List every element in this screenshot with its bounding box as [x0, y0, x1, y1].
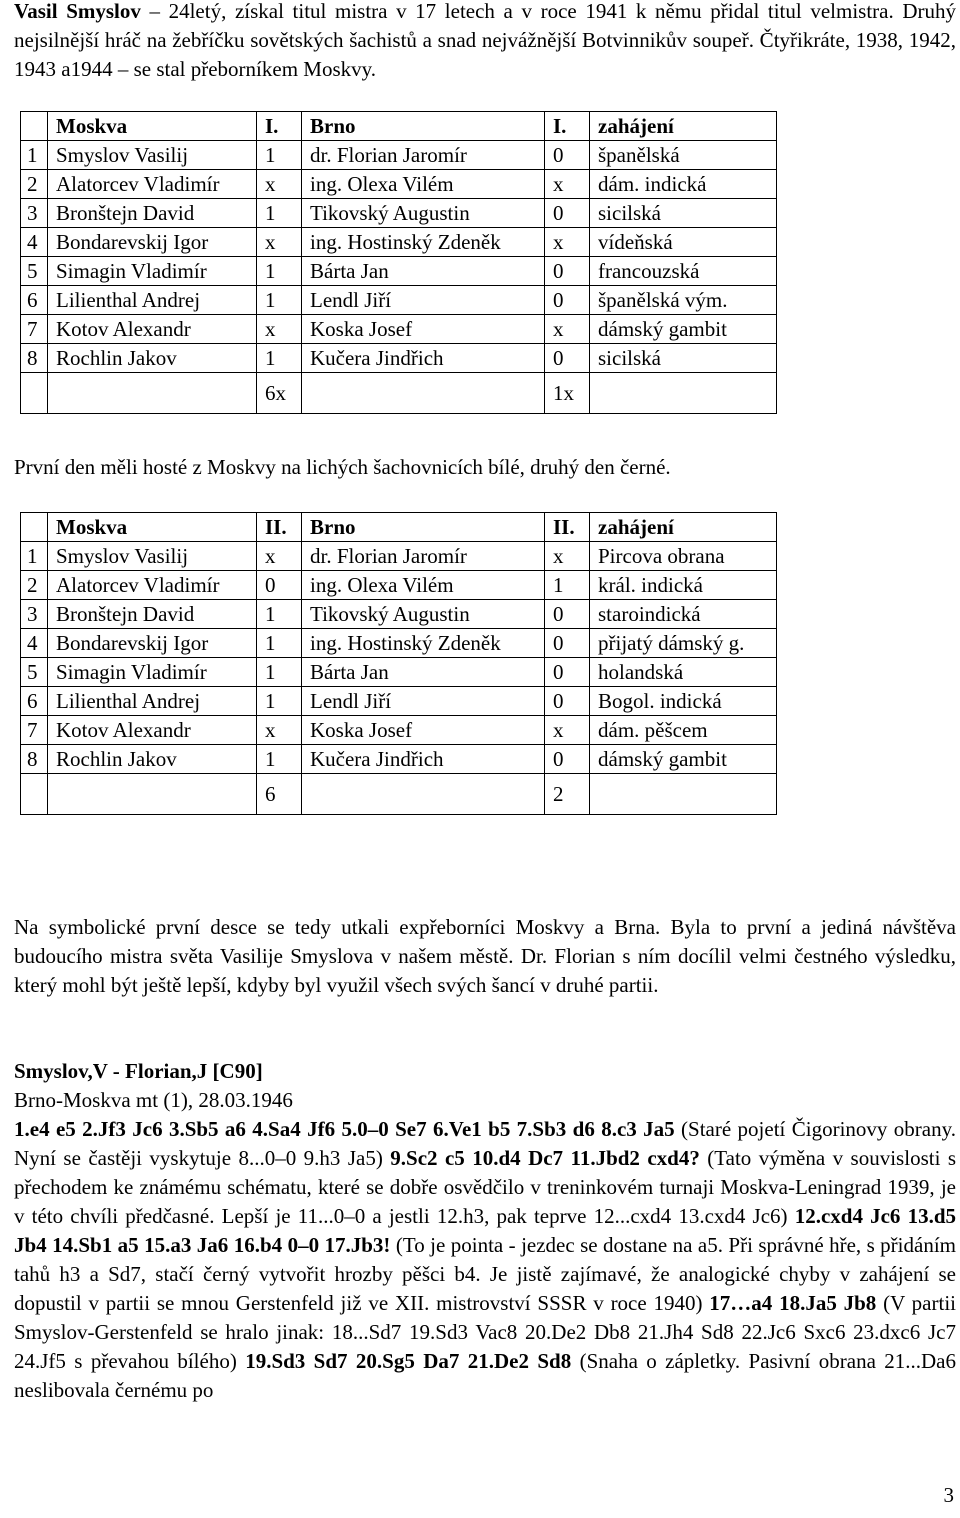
board-cell: 3 — [21, 199, 48, 228]
table-row — [21, 228, 777, 257]
total-empty-cell — [590, 774, 777, 815]
moscow-player-cell: Lilienthal Andrej — [48, 286, 257, 315]
table-row — [21, 170, 777, 199]
opening-cell: holandská — [590, 658, 777, 687]
table-row — [21, 687, 777, 716]
moscow-player-cell: Bondarevskij Igor — [48, 228, 257, 257]
opening-cell: sicilská — [590, 199, 777, 228]
move-sequence: 17…a4 18.Ja5 Jb8 — [709, 1291, 877, 1315]
opening-cell: dámský gambit — [590, 315, 777, 344]
moscow-player-cell: Bronštejn David — [48, 199, 257, 228]
round1-table — [20, 111, 777, 414]
brno-result-cell: x — [545, 315, 590, 344]
moscow-result-cell: 1 — [257, 745, 302, 774]
moscow-result-cell: x — [257, 716, 302, 745]
total-empty-cell — [48, 373, 257, 414]
intro-text: – 24letý, získal titul mistra v 17 letech a v roce 1941 k němu přidal titul velmistra. Druhý nejsilnější hráč na žebříčku sovětských šachistů a snad nejvážnější Botvinnikův soupeř. Čtyřikráte, 1938, 1942, 1943 a1944 – se stal přeborníkem Moskvy. — [14, 0, 956, 81]
summary-paragraph: Na symbolické první desce se tedy utkali expřeborníci Moskvy a Brna. Byla to první a jediná návštěva budoucího mistra světa Vasilije Smyslova v našem městě. Dr. Florian s ním docílil velmi čestného výsledku, který mohl být ještě lepší, kdyby byl využil všech svých šancí v druhé partii. — [14, 915, 956, 997]
opening-cell: vídeňská — [590, 228, 777, 257]
brno-result-cell: 0 — [545, 687, 590, 716]
brno-player-cell: Koska Josef — [302, 315, 545, 344]
moscow-player-cell: Simagin Vladimír — [48, 257, 257, 286]
board-cell: 8 — [21, 745, 48, 774]
table-row — [21, 257, 777, 286]
header-cell: Brno — [302, 513, 545, 542]
between-text: První den měli hosté z Moskvy na lichých šachovnicích bílé, druhý den černé. — [14, 455, 671, 479]
opening-cell: přijatý dámský g. — [590, 629, 777, 658]
brno-result-cell: 0 — [545, 600, 590, 629]
total-brno-cell — [302, 373, 545, 414]
total-empty-cell — [21, 373, 48, 414]
brno-result-cell: x — [545, 228, 590, 257]
brno-result-cell: 1 — [545, 571, 590, 600]
opening-cell: dám. pěšcem — [590, 716, 777, 745]
total-empty-cell: 2 — [545, 774, 590, 815]
total-empty-cell: 1x — [545, 373, 590, 414]
moscow-result-cell: 1 — [257, 600, 302, 629]
moscow-result-cell: x — [257, 228, 302, 257]
board-cell: 5 — [21, 658, 48, 687]
opening-cell: staroindická — [590, 600, 777, 629]
brno-result-cell: x — [545, 716, 590, 745]
opening-cell: francouzská — [590, 257, 777, 286]
moscow-player-cell: Alatorcev Vladimír — [48, 571, 257, 600]
total-moscow-cell: 6x — [257, 373, 302, 414]
moscow-result-cell: 1 — [257, 199, 302, 228]
brno-player-cell: Koska Josef — [302, 716, 545, 745]
intro-paragraph — [14, 0, 956, 84]
game-moves — [14, 1115, 956, 1405]
header-cell-empty — [21, 513, 48, 542]
game-title: Smyslov,V - Florian,J [C90] — [14, 1059, 263, 1083]
board-cell: 4 — [21, 629, 48, 658]
moscow-player-cell: Bondarevskij Igor — [48, 629, 257, 658]
brno-result-cell: 0 — [545, 199, 590, 228]
move-sequence: 19.Sd3 Sd7 20.Sg5 Da7 21.De2 Sd8 — [245, 1349, 572, 1373]
header-cell: II. — [545, 513, 590, 542]
brno-player-cell: Kučera Jindřich — [302, 344, 545, 373]
moscow-player-cell: Lilienthal Andrej — [48, 687, 257, 716]
moscow-player-cell: Bronštejn David — [48, 600, 257, 629]
header-cell: I. — [545, 112, 590, 141]
table-total-row — [21, 373, 777, 414]
board-cell: 1 — [21, 141, 48, 170]
board-cell: 1 — [21, 542, 48, 571]
brno-player-cell: Tikovský Augustin — [302, 600, 545, 629]
board-cell: 2 — [21, 170, 48, 199]
move-sequence: 12.cxd4 Jc6 13.d5 Jb4 14.Sb1 a5 15.a3 Ja6 16.b4 0–0 17.Jb3! — [14, 1204, 956, 1257]
brno-result-cell: 0 — [545, 257, 590, 286]
table-row — [21, 286, 777, 315]
table-row — [21, 141, 777, 170]
brno-player-cell: Kučera Jindřich — [302, 745, 545, 774]
header-cell: I. — [257, 112, 302, 141]
brno-player-cell: ing. Olexa Vilém — [302, 170, 545, 199]
brno-player-cell: dr. Florian Jaromír — [302, 141, 545, 170]
table-row — [21, 315, 777, 344]
opening-cell: španělská — [590, 141, 777, 170]
header-cell: zahájení — [590, 112, 777, 141]
brno-player-cell: dr. Florian Jaromír — [302, 542, 545, 571]
table-row — [21, 199, 777, 228]
header-cell: Moskva — [48, 513, 257, 542]
opening-cell: dámský gambit — [590, 745, 777, 774]
table-row — [21, 542, 777, 571]
brno-result-cell: x — [545, 542, 590, 571]
table-row — [21, 658, 777, 687]
board-cell: 2 — [21, 571, 48, 600]
board-cell: 5 — [21, 257, 48, 286]
header-cell: zahájení — [590, 513, 777, 542]
brno-player-cell: ing. Hostinský Zdeněk — [302, 228, 545, 257]
opening-cell: španělská vým. — [590, 286, 777, 315]
header-cell-empty — [21, 112, 48, 141]
moscow-result-cell: 0 — [257, 571, 302, 600]
moscow-result-cell: 1 — [257, 629, 302, 658]
opening-cell: sicilská — [590, 344, 777, 373]
table-row — [21, 716, 777, 745]
total-empty-cell — [590, 373, 777, 414]
brno-player-cell: Lendl Jiří — [302, 286, 545, 315]
moscow-player-cell: Rochlin Jakov — [48, 344, 257, 373]
header-cell: Brno — [302, 112, 545, 141]
moscow-result-cell: 1 — [257, 687, 302, 716]
brno-result-cell: 0 — [545, 286, 590, 315]
moscow-player-cell: Kotov Alexandr — [48, 315, 257, 344]
move-annotation: (V partii Smyslov-Gerstenfeld se hralo jinak: 18...Sd7 19.Sd3 Vac8 20.De2 Db8 21.Jh4 Sd8 22.Jc6 Sxc6 23.dxc6 Jc7 24.Jf5 s převahou bílého) — [14, 1291, 956, 1373]
moscow-player-cell: Simagin Vladimír — [48, 658, 257, 687]
moscow-player-cell: Rochlin Jakov — [48, 745, 257, 774]
table-row — [21, 344, 777, 373]
round2-body — [21, 513, 777, 815]
opening-cell: dám. indická — [590, 170, 777, 199]
table-row — [21, 571, 777, 600]
table-header-row — [21, 112, 777, 141]
round1-body — [21, 112, 777, 414]
moscow-result-cell: 1 — [257, 286, 302, 315]
round2-table — [20, 512, 777, 815]
table-row — [21, 745, 777, 774]
moscow-result-cell: x — [257, 542, 302, 571]
move-annotation: (Tato výměna v souvislosti s přechodem ke známému schématu, které se dobře osvědčilo v treninkovém turnaji Moskva-Leningrad 1939, je v této chvíli předčasné. Lepší je 11...0–0 a jestli 12.h3, pak teprve 12...cxd4 13.cxd4 Jc6) — [14, 1146, 957, 1228]
brno-result-cell: 0 — [545, 629, 590, 658]
moscow-player-cell: Alatorcev Vladimír — [48, 170, 257, 199]
brno-player-cell: ing. Hostinský Zdeněk — [302, 629, 545, 658]
move-annotation: (Snaha o zápletky. Pasivní obrana 21...Da6 neslibovala černému po — [14, 1349, 956, 1402]
game-event: Brno-Moskva mt (1), 28.03.1946 — [14, 1088, 293, 1112]
brno-player-cell: Bárta Jan — [302, 257, 545, 286]
total-empty-cell — [48, 774, 257, 815]
opening-cell: král. indická — [590, 571, 777, 600]
move-annotation: (To je pointa - jezdec se dostane na a5. Při správné hře, s přidáním tahů h3 a Sd7, stačí černý vytvořit hrozby pěšci b4. Je jistě zajímavé, že analogické chyby v zahájení se dopustil v partii se mnou Gerstenfeld již ve XII. mistrovství SSSR v roce 1940) — [14, 1233, 956, 1315]
brno-result-cell: 0 — [545, 658, 590, 687]
brno-player-cell: Tikovský Augustin — [302, 199, 545, 228]
brno-player-cell: Bárta Jan — [302, 658, 545, 687]
brno-player-cell: Lendl Jiří — [302, 687, 545, 716]
board-cell: 8 — [21, 344, 48, 373]
table-row — [21, 629, 777, 658]
total-brno-cell — [302, 774, 545, 815]
move-annotation: (Staré pojetí Čigorinovy obrany. Nyní se častěji vyskytuje 8...0–0 9.h3 Ja5) — [14, 1117, 956, 1170]
table-total-row — [21, 774, 777, 815]
brno-result-cell: 0 — [545, 344, 590, 373]
board-cell: 3 — [21, 600, 48, 629]
moscow-player-cell: Smyslov Vasilij — [48, 542, 257, 571]
move-sequence: 9.Sc2 c5 10.d4 Dc7 11.Jbd2 cxd4? — [390, 1146, 700, 1170]
header-cell: Moskva — [48, 112, 257, 141]
opening-cell: Bogol. indická — [590, 687, 777, 716]
board-cell: 4 — [21, 228, 48, 257]
moscow-result-cell: 1 — [257, 658, 302, 687]
total-moscow-cell: 6 — [257, 774, 302, 815]
moscow-player-cell: Smyslov Vasilij — [48, 141, 257, 170]
moscow-result-cell: x — [257, 315, 302, 344]
opening-cell: Pircova obrana — [590, 542, 777, 571]
brno-result-cell: 0 — [545, 141, 590, 170]
board-cell: 6 — [21, 286, 48, 315]
page-number: 3 — [943, 1483, 954, 1507]
moscow-result-cell: 1 — [257, 257, 302, 286]
table-row — [21, 600, 777, 629]
header-cell: II. — [257, 513, 302, 542]
moscow-result-cell: x — [257, 170, 302, 199]
moscow-result-cell: 1 — [257, 141, 302, 170]
board-cell: 7 — [21, 315, 48, 344]
brno-result-cell: x — [545, 170, 590, 199]
table-header-row — [21, 513, 777, 542]
moscow-player-cell: Kotov Alexandr — [48, 716, 257, 745]
intro-name: Vasil Smyslov — [14, 0, 141, 23]
moscow-result-cell: 1 — [257, 344, 302, 373]
board-cell: 7 — [21, 716, 48, 745]
brno-result-cell: 0 — [545, 745, 590, 774]
brno-player-cell: ing. Olexa Vilém — [302, 571, 545, 600]
total-empty-cell — [21, 774, 48, 815]
move-sequence: 1.e4 e5 2.Jf3 Jc6 3.Sb5 a6 4.Sa4 Jf6 5.0–0 Se7 6.Ve1 b5 7.Sb3 d6 8.c3 Ja5 — [14, 1117, 675, 1141]
board-cell: 6 — [21, 687, 48, 716]
